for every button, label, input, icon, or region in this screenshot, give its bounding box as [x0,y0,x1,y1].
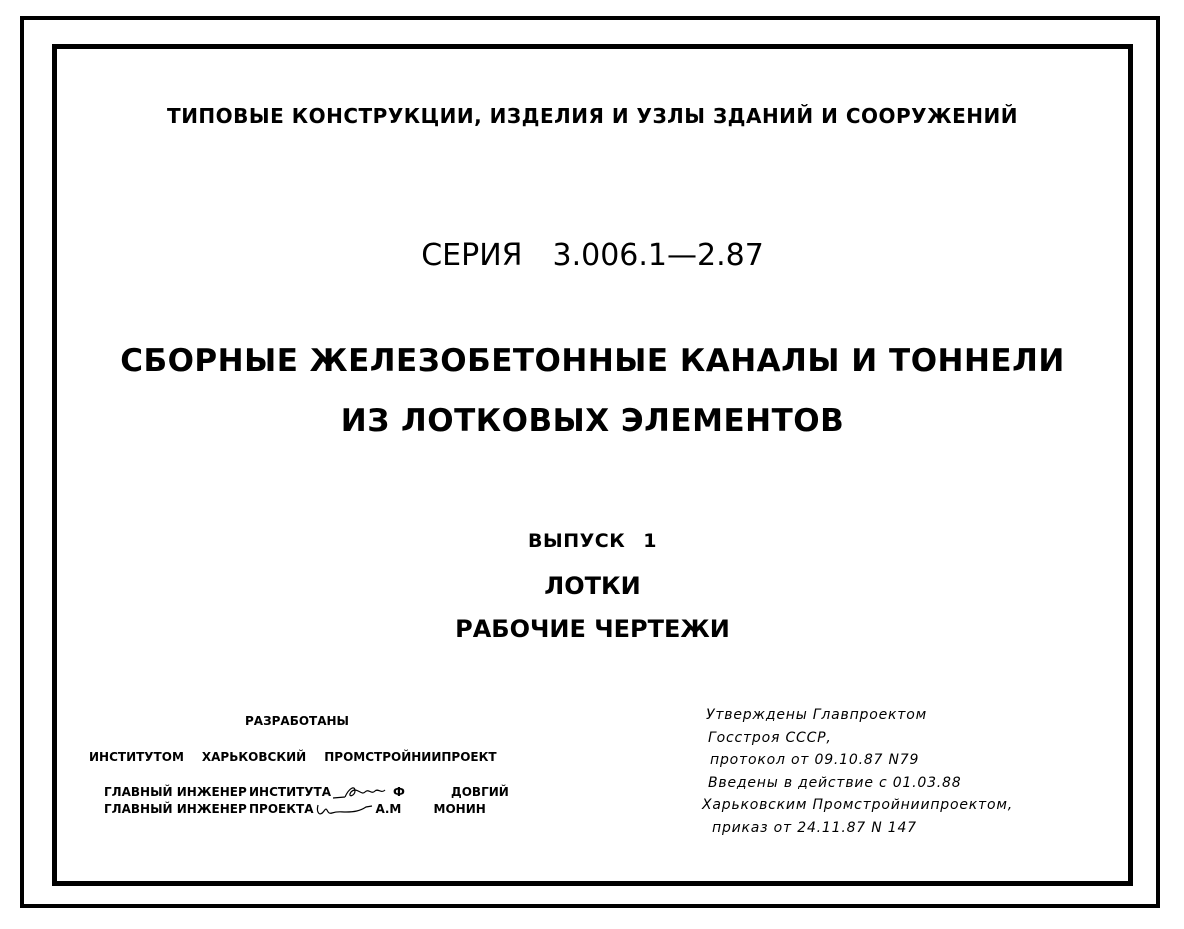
series-label: СЕРИЯ [421,238,523,273]
approval-line: Госстроя СССР, [708,729,832,746]
signatory-role: ГЛАВНЫЙ ИНЖЕНЕР [104,785,247,799]
approval-line: Харьковским Промстройниипроектом, [702,797,1013,813]
signatory-surname: ДОВГИЙ [451,785,509,799]
issue-label: ВЫПУСК [528,530,626,552]
signatory-scope: ИНСТИТУТА [249,785,332,799]
institute-word-3: ПРОМСТРОЙНИИПРОЕКТ [324,750,497,764]
approval-line: Утверждены Главпроектом [706,707,927,723]
issue-number: 1 [643,530,657,552]
approval-line: Введены в действие с 01.03.88 [708,774,962,791]
approval-note [700,704,1030,839]
document-category-header: ТИПОВЫЕ КОНСТРУКЦИИ, ИЗДЕЛИЯ И УЗЛЫ ЗДАНИЙ И СООРУЖЕНИЙ [167,104,1018,128]
series-line [52,238,1133,273]
document-subtitle: РАБОЧИЕ ЧЕРТЕЖИ [455,615,730,643]
institute-word-1: ИНСТИТУТОМ [89,750,184,764]
developer-institute [89,750,515,764]
signatory-initials: Ф [393,785,405,799]
signatory-role: ГЛАВНЫЙ ИНЖЕНЕР [104,802,247,816]
series-code: 3.006.1—2.87 [552,238,764,273]
signatory-scope: ПРОЕКТА [249,802,314,816]
document-title-line-2: ИЗ ЛОТКОВЫХ ЭЛЕМЕНТОВ [340,403,845,439]
signatory-surname: МОНИН [433,802,486,816]
developed-by-header: РАЗРАБОТАНЫ [245,714,349,728]
document-subject: ЛОТКИ [544,572,641,600]
handwritten-signature [314,803,376,817]
signatory-row [104,785,509,800]
approval-line: приказ от 24.11.87 N 147 [712,819,917,836]
issue-line [52,530,1133,552]
signatory-row [104,802,486,817]
institute-word-2: ХАРЬКОВСКИЙ [201,750,307,764]
handwritten-signature [331,786,393,800]
document-title-line-1: СБОРНЫЕ ЖЕЛЕЗОБЕТОННЫЕ КАНАЛЫ И ТОННЕЛИ [120,343,1065,379]
signatory-initials: А.М [375,802,402,816]
approval-line: протокол от 09.10.87 N79 [710,752,920,768]
